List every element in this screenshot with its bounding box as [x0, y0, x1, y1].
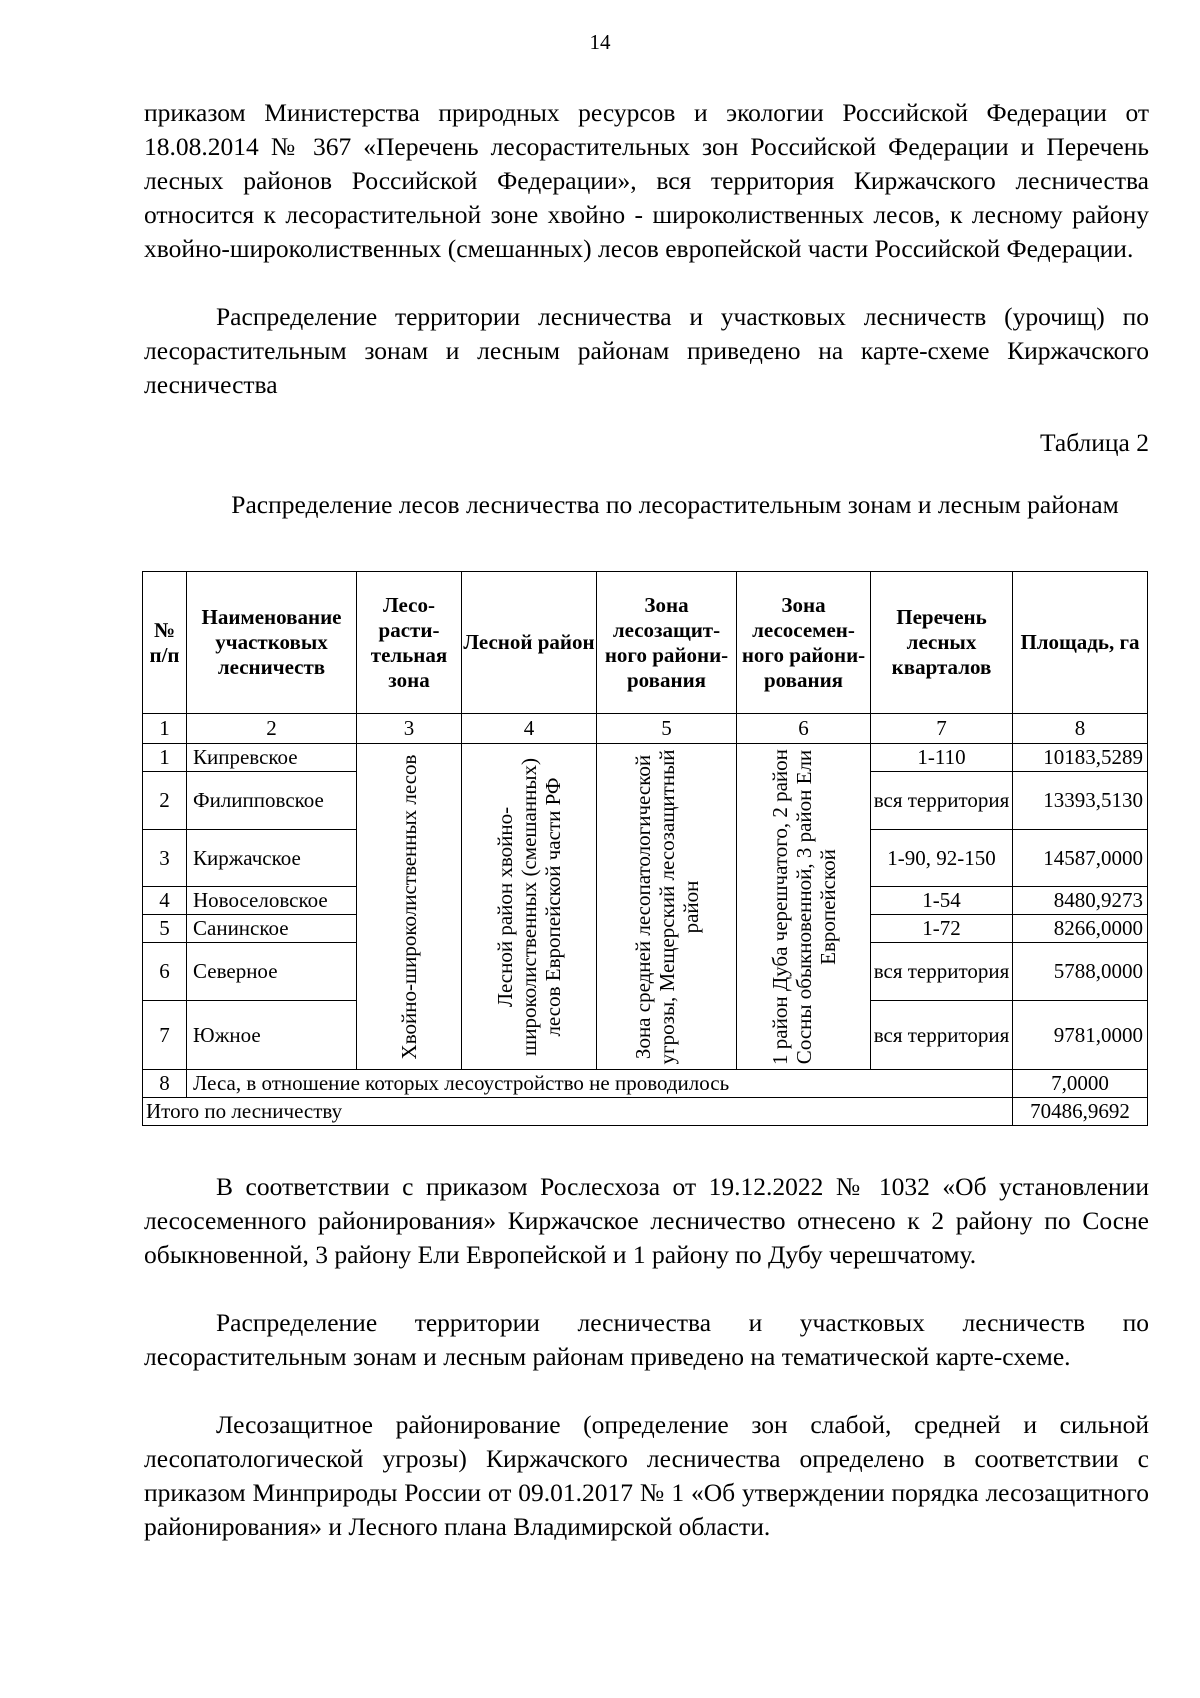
page-number: 14: [589, 30, 611, 54]
header-num: № п/п: [143, 572, 187, 714]
forest-distribution-table: [142, 571, 1148, 1126]
row-num: 4: [143, 887, 187, 915]
header-name: Наименование участковых лесничеств: [187, 572, 357, 714]
row-quarters: вся территория: [871, 772, 1013, 830]
row-name: Новоселовское: [187, 887, 357, 915]
table-title: Распределение лесов лесничества по лесорастительным зонам и лесным районам: [231, 490, 1119, 519]
row-quarters: 1-72: [871, 915, 1013, 943]
row-num: 1: [143, 744, 187, 772]
paragraph-intro: приказом Министерства природных ресурсов и экологии Российской Федерации от 18.08.2014 № 367 «Перечень лесорастительных зон Российской Федерации и Перечень лесных районов Российской Федерации», вся территория Киржачского лесничества относится к лесорастительной зоне хвойно - широколиственных лесов, к лесному району хвойно-широколиственных (смешанных) лесов европейской части Российской Федерации.: [144, 98, 1149, 263]
row-name: Южное: [187, 1001, 357, 1070]
header-seed-zone: Зона лесосемен-ного райони-рования: [737, 572, 871, 714]
row-quarters: вся территория: [871, 1001, 1013, 1070]
paragraph-seed-zoning: В соответствии с приказом Рослесхоза от 19.12.2022 № 1032 «Об установлении лесосеменного районирования» Киржачское лесничество отнесено к 2 району по Сосне обыкновенной, 3 району Ели Европейской и 1 району по Дубу черешчатому.: [144, 1172, 1149, 1269]
header-area: Площадь, га: [1013, 572, 1148, 714]
row-name: Кипревское: [187, 744, 357, 772]
col-num: 2: [187, 714, 357, 744]
paragraph-protection-zoning: Лесозащитное районирование (определение зон слабой, средней и сильной лесопатологической угрозы) Киржачского лесничества определено в соответствии с приказом Минприроды России от 09.01.2017 № 1 «Об утверждении порядка лесозащитного районирования» и Лесного плана Владимирской области.: [144, 1410, 1149, 1541]
row-area: 14587,0000: [1013, 830, 1148, 887]
row-quarters: 1-54: [871, 887, 1013, 915]
table-header-row: [143, 572, 1148, 714]
paragraph-distribution-map: Распределение территории лесничества и участковых лесничеств (урочищ) по лесорастительным зонам и лесным районам приведено на карте-схеме Киржачского лесничества: [144, 302, 1149, 399]
row-quarters: 1-110: [871, 744, 1013, 772]
row-name: Санинское: [187, 915, 357, 943]
col-num: 1: [143, 714, 187, 744]
table-total-row: [143, 1098, 1148, 1126]
row-num: 6: [143, 943, 187, 1001]
header-protection-zone: Зона лесозащит-ного райони-рования: [597, 572, 737, 714]
header-district: Лесной район: [462, 572, 597, 714]
row-quarters: вся территория: [871, 943, 1013, 1001]
row-area: 10183,5289: [1013, 744, 1148, 772]
col-num: 8: [1013, 714, 1148, 744]
table-label: Таблица 2: [1039, 428, 1149, 457]
row-name: Киржачское: [187, 830, 357, 887]
merged-seed-cell: [737, 744, 871, 1070]
row-area: 8480,9273: [1013, 887, 1148, 915]
paragraph-thematic-map: Распределение территории лесничества и участковых лесничеств по лесорастительным зонам и лесным районам приведено на тематической карте-схеме.: [144, 1308, 1149, 1371]
row-num: 2: [143, 772, 187, 830]
col-num: 7: [871, 714, 1013, 744]
table-row: [143, 744, 1148, 772]
merged-district-text: Лесной район хвойно-широколиственных (смешанных) лесов Европейской части РФ: [493, 757, 565, 1056]
merged-zone-cell: [357, 744, 462, 1070]
total-area: 70486,9692: [1013, 1098, 1148, 1126]
col-num: 3: [357, 714, 462, 744]
merged-protection-text: Зона средней лесопатологической угрозы, Мещерский лесозащитный район: [630, 749, 703, 1064]
row-num: 8: [143, 1070, 187, 1098]
row-num: 7: [143, 1001, 187, 1070]
row-unsurveyed-text: Леса, в отношение которых лесоустройство не проводилось: [187, 1070, 1013, 1098]
row-area: 7,0000: [1013, 1070, 1148, 1098]
total-label: Итого по лесничеству: [143, 1098, 1013, 1126]
merged-zone-text: Хвойно-широколиственных лесов: [397, 754, 421, 1059]
merged-district-cell: [462, 744, 597, 1070]
col-num: 6: [737, 714, 871, 744]
header-zone: Лесо-расти-тельная зона: [357, 572, 462, 714]
header-quarters: Перечень лесных кварталов: [871, 572, 1013, 714]
row-num: 5: [143, 915, 187, 943]
row-area: 9781,0000: [1013, 1001, 1148, 1070]
col-num: 5: [597, 714, 737, 744]
row-area: 5788,0000: [1013, 943, 1148, 1001]
row-area: 13393,5130: [1013, 772, 1148, 830]
row-quarters: 1-90, 92-150: [871, 830, 1013, 887]
row-num: 3: [143, 830, 187, 887]
merged-protection-cell: [597, 744, 737, 1070]
merged-seed-text: 1 район Дуба черешчатого, 2 район Сосны обыкновенной, 3 район Ели Европейской: [767, 748, 840, 1065]
row-name: Северное: [187, 943, 357, 1001]
row-area: 8266,0000: [1013, 915, 1148, 943]
row-name: Филипповское: [187, 772, 357, 830]
col-num: 4: [462, 714, 597, 744]
